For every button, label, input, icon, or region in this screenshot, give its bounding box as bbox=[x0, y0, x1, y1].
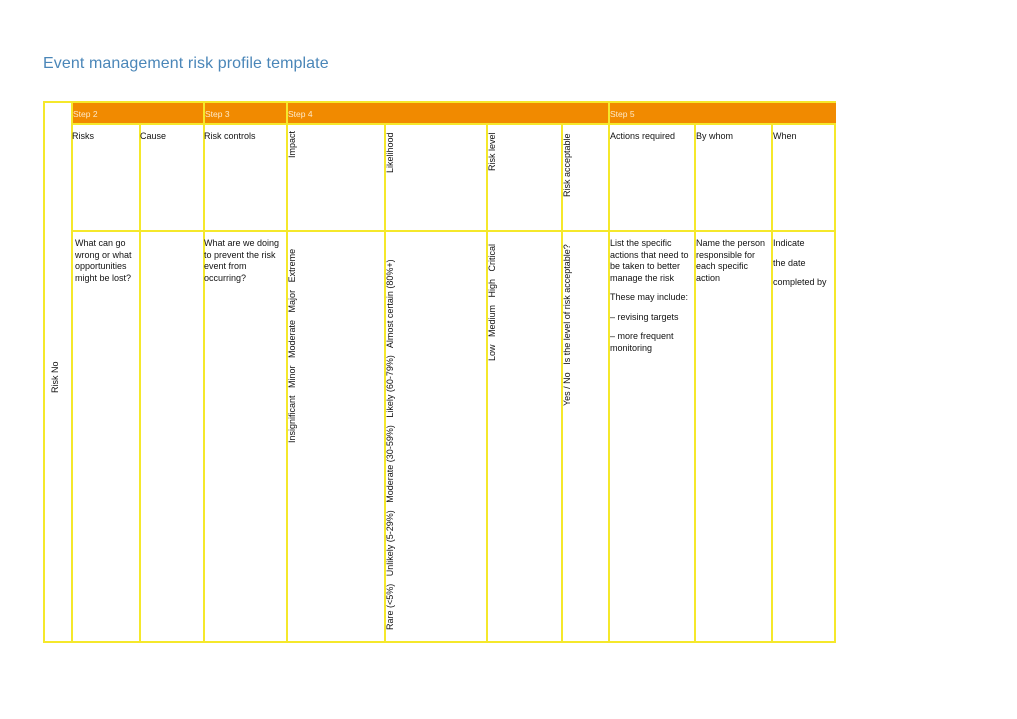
cause-header: Cause bbox=[140, 131, 167, 141]
when-guidance-p2: the date bbox=[773, 257, 806, 268]
col-divider bbox=[694, 123, 696, 641]
risk-level-header: Risk level bbox=[487, 132, 497, 171]
risk-level-scale: Low Medium High Critical bbox=[487, 243, 497, 361]
risk-profile-table bbox=[43, 101, 836, 643]
col-divider bbox=[139, 123, 141, 641]
actions-guidance-p1: List the specific actions that need to be taken to better manage the risk bbox=[610, 238, 689, 283]
risk-controls-header: Risk controls bbox=[204, 131, 256, 141]
impact-scale: Insignificant Minor Moderate Major Extreme bbox=[287, 248, 297, 443]
step-3-label: Step 3 bbox=[205, 109, 230, 119]
actions-guidance-p3: – revising targets bbox=[610, 311, 679, 322]
when-guidance-p1: Indicate bbox=[773, 238, 805, 248]
risks-guidance: What can go wrong or what opportunities might be lost? bbox=[75, 238, 132, 283]
by-whom-header: By whom bbox=[696, 131, 734, 141]
risk-acceptable-header: Risk acceptable bbox=[562, 133, 572, 197]
header-row-divider bbox=[71, 230, 836, 232]
by-whom-guidance: Name the person responsible for each specific action bbox=[696, 238, 766, 283]
col-divider bbox=[203, 103, 205, 641]
step-header-band bbox=[73, 103, 836, 125]
likelihood-header: Likelihood bbox=[385, 132, 395, 173]
risks-header: Risks bbox=[72, 131, 94, 141]
actions-required-header: Actions required bbox=[610, 131, 676, 141]
impact-header: Impact bbox=[287, 130, 297, 158]
step-4-label: Step 4 bbox=[288, 109, 313, 119]
when-guidance bbox=[773, 238, 835, 297]
col-divider bbox=[71, 103, 73, 641]
step-5-label: Step 5 bbox=[610, 109, 635, 119]
page-title: Event management risk profile template bbox=[43, 55, 329, 72]
col-divider bbox=[771, 123, 773, 641]
col-divider bbox=[608, 103, 610, 641]
risk-acceptable-guidance: Yes / No Is the level of risk acceptable? bbox=[562, 244, 572, 406]
when-guidance-p3: completed by bbox=[773, 277, 827, 287]
risk-no-header: Risk No bbox=[50, 361, 60, 393]
col-divider bbox=[486, 123, 488, 641]
risk-controls-guidance: What are we doing to prevent the risk event from occurring? bbox=[204, 238, 280, 283]
step-2-label: Step 2 bbox=[73, 109, 98, 119]
actions-guidance bbox=[610, 238, 696, 362]
actions-guidance-p2: These may include: bbox=[610, 292, 689, 302]
actions-guidance-p4: – more frequent monitoring bbox=[610, 331, 674, 353]
when-header: When bbox=[773, 131, 797, 141]
likelihood-scale: Rare (<5%) Unlikely (5-29%) Moderate (30-59%) Likely (60-79%) Almost certain (80%+) bbox=[385, 259, 395, 630]
